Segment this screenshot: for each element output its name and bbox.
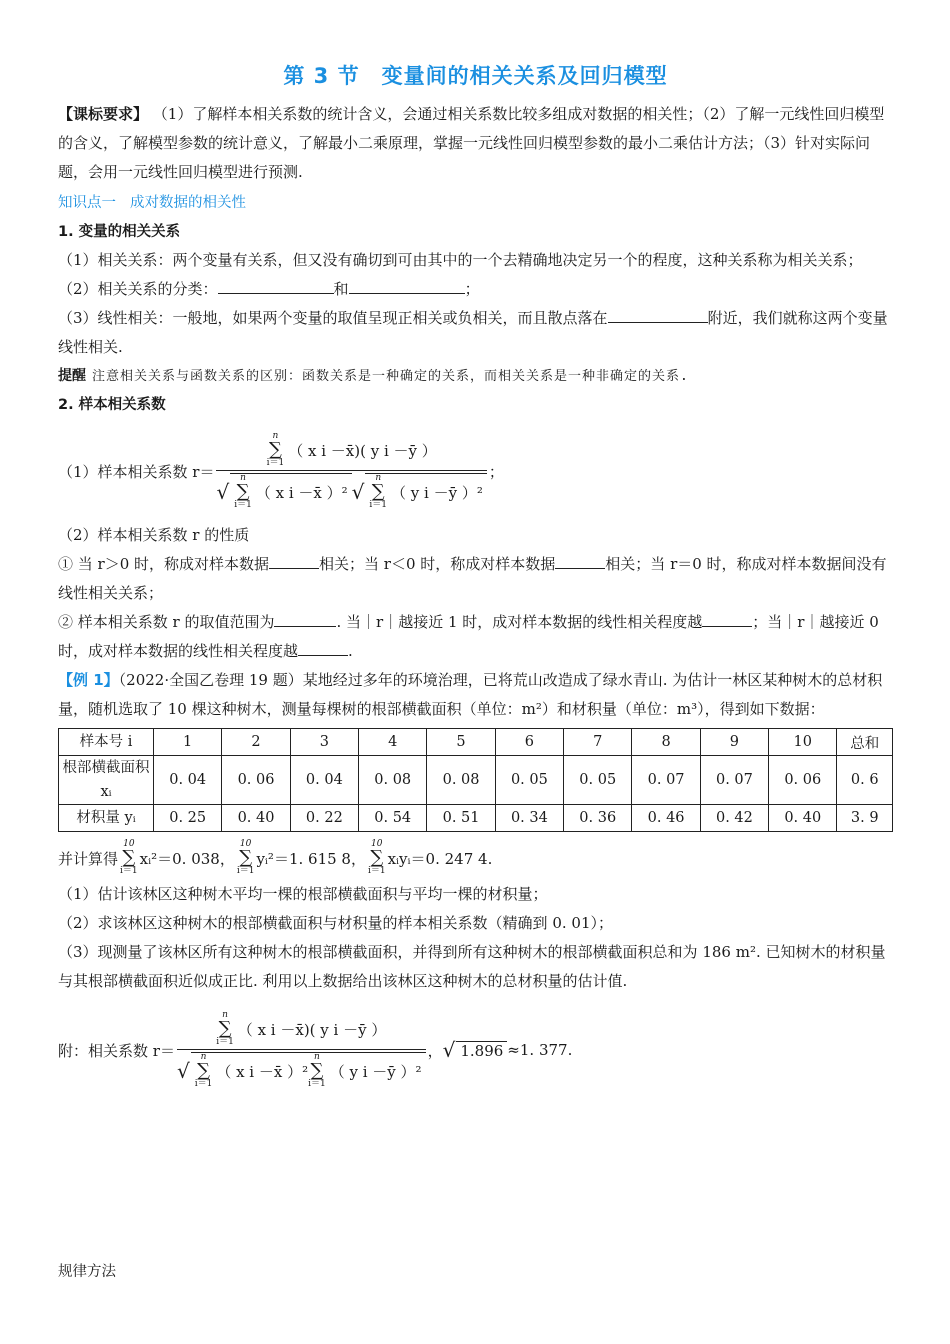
subsection-heading-1: 1. 变量的相关关系 [58,224,181,240]
table-cell: 2 [222,729,290,756]
example-paragraph [58,666,893,724]
table-cell: 9 [700,729,768,756]
table-cell: 0. 22 [290,805,358,832]
knowledge-point-name: 成对数据的相关性 [130,195,246,211]
example-label: 【例 1】 [58,671,119,689]
denominator-y: （ y i －ȳ ）² [329,1062,422,1081]
tip-note [58,362,893,391]
sum-x-squared: xᵢ²＝0. 038， [139,849,235,868]
table-cell: 样本号 i [59,729,154,756]
appendix-separator: ， [427,1041,443,1060]
subsection-heading-2: 2. 样本相关系数 [58,397,166,413]
sigma-symbol: n ∑ i＝1 [369,473,388,510]
table-cell: 0. 40 [222,805,290,832]
denominator-y: （ y i －ȳ ）² [391,483,483,502]
appendix-formula: 附：相关系数 r＝ n ∑ i＝1 （ x i －x̄)( y i －ȳ ） √ n ∑ i＝1 （ x i －x̄ ）² n ∑ i＝1 （ y i －ȳ ）² ， √ 1.896 ≈1. 377. [58,1010,573,1089]
sigma-symbol: n ∑ i＝1 [234,473,252,510]
table-cell: 6 [495,729,563,756]
table-cell: 0. 08 [427,756,495,805]
table-cell: 0. 34 [495,805,563,832]
table-cell: 总和 [837,729,893,756]
table-cell: 3 [290,729,358,756]
sigma-symbol: 10 ∑ i＝1 [236,839,255,876]
table-row [59,756,893,805]
sigma-symbol: n ∑ i＝1 [266,431,285,468]
document-page [58,60,893,1102]
tip-text: 注意相关关系与函数关系的区别：函数关系是一种确定的关系，而相关关系是一种非确定的关系. [92,369,689,384]
example-text: （2022·全国乙卷理 19 题）某地经过多年的环境治理，已将荒山改造成了绿水青山. 为估计一林区某种树木的总材积量，随机选取了 10 棵这种树木，测量每棵树的根部横截面积（单位：m²）和材积量（单位：m³），得到如下数据： [58,671,883,718]
sums-prefix: 并计算得 [58,849,119,868]
formula-label: （1）样本相关系数 r＝ [58,462,215,481]
linear-text-b: 附近，我们就称这两个变量线性相关. [58,309,888,356]
denominator-x: （ x i －x̄ ）² [216,1062,309,1081]
table-cell: 0. 25 [154,805,222,832]
blank-line [298,639,348,656]
sigma-symbol: n ∑ i＝1 [308,1052,326,1089]
table-cell: 7 [564,729,632,756]
table-cell: 8 [632,729,700,756]
table-cell: 10 [769,729,837,756]
question-1: （1）估计该林区这种树木平均一棵的根部横截面积与平均一棵的材积量； [58,885,548,903]
requirements-label: 【课标要求】 [58,105,149,123]
section-name: 变量间的相关关系及回归模型 [381,64,668,88]
numerator-expression: （ x i －x̄)( y i －ȳ ） [237,1020,387,1039]
formula-denominator: √ n ∑ i＝1 （ x i －x̄ ）² √ n ∑ i＝1 （ y i －ȳ ）² [216,471,486,510]
table-cell: 0. 36 [564,805,632,832]
table-cell: 0. 06 [222,756,290,805]
formula-numerator [261,432,443,470]
table-cell: 0. 05 [564,756,632,805]
table-cell: 0. 6 [837,756,893,805]
approx-value: ≈1. 377. [507,1041,573,1059]
classification-end: ； [464,280,480,298]
blank-line [608,306,708,323]
table-cell: 0. 05 [495,756,563,805]
table-cell: 根部横截面积 xᵢ [59,756,154,805]
blank-line [349,277,465,294]
correlation-definition: （1）相关关系：两个变量有关系，但又没有确切到可由其中的一个去精确地决定另一个的程度，这种关系称为相关关系； [58,251,863,269]
linear-correlation [58,304,893,362]
page-title [58,60,893,90]
tip-label: 提醒 [58,368,86,384]
sigma-symbol: n ∑ i＝1 [216,1010,234,1047]
r-property-2: ② 样本相关系数 r 的取值范围为 . 当｜r｜越接近 1 时，成对样本数据的线性相关程度越 ；当｜r｜越接近 0 时，成对样本数据的线性相关程度越 . [58,608,893,666]
table-cell: 5 [427,729,495,756]
table-cell: 材积量 yᵢ [59,805,154,832]
table-cell: 0. 40 [769,805,837,832]
blank-line [555,552,605,569]
sigma-symbol: n ∑ i＝1 [194,1052,213,1089]
table-cell: 0. 06 [769,756,837,805]
numerator-expression: （ x i －x̄)( y i －ȳ ） [288,441,437,460]
table-row [59,805,893,832]
correlation-classification [58,275,893,304]
blank-line [269,552,319,569]
appendix-label: 附：相关系数 r＝ [58,1041,175,1060]
knowledge-point-heading [58,189,893,218]
sigma-symbol: 10 ∑ i＝1 [367,839,386,876]
table-cell: 0. 42 [700,805,768,832]
table-cell: 0. 07 [700,756,768,805]
requirements-text: （1）了解样本相关系数的统计含义，会通过相关系数比较多组成对数据的相关性；（2）了解一元线性回归模型的含义，了解模型参数的统计意义，了解最小二乘原理，掌握一元线性回归模型参数的最小二乘估计方法；（3）针对实际问题，会用一元线性回归模型进行预测. [58,105,885,181]
table-cell: 0. 04 [154,756,222,805]
r-properties-heading: （2）样本相关系数 r 的性质 [58,526,250,544]
table-cell: 4 [359,729,427,756]
computed-sums [58,836,893,880]
blank-line [218,277,334,294]
data-table [58,728,893,832]
formula-end: ； [488,462,504,481]
sigma-symbol: 10 ∑ i＝1 [120,839,138,876]
requirements-paragraph [58,100,893,187]
blank-line [702,610,752,627]
table-cell: 0. 07 [632,756,700,805]
sqrt-value: 1.896 [456,1041,507,1060]
method-heading: 规律方法 [58,1264,116,1280]
table-cell: 3. 9 [837,805,893,832]
blank-line [274,610,336,627]
table-cell: 0. 51 [427,805,495,832]
question-3: （3）现测量了该林区所有这种树木的根部横截面积，并得到所有这种树木的根部横截面积总和为 186 m². 已知树木的材积量与其根部横截面积近似成正比. 利用以上数据给出该林区这种树木的总材积量的估计值. [58,943,886,990]
correlation-formula [58,423,893,519]
table-cell: 0. 04 [290,756,358,805]
section-number: 第 3 节 [283,64,360,88]
question-2: （2）求该林区这种树木的根部横截面积与材积量的样本相关系数（精确到 0. 01）； [58,914,613,932]
sum-xy: xᵢyᵢ＝0. 247 4. [387,849,493,868]
table-cell: 0. 46 [632,805,700,832]
table-header-row [59,729,893,756]
denominator-x: （ x i －x̄ ）² [255,483,348,502]
appendix-fraction: n ∑ i＝1 （ x i －x̄)( y i －ȳ ） √ n ∑ i＝1 （ x i －x̄ ）² n ∑ i＝1 （ y i －ȳ ）² [177,1011,426,1089]
sum-y-squared: yᵢ²＝1. 615 8， [256,849,366,868]
linear-text-a: （3）线性相关：一般地，如果两个变量的取值呈现正相关或负相关，而且散点落在 [58,309,608,327]
classification-text: （2）相关关系的分类： [58,280,218,298]
table-cell: 1 [154,729,222,756]
knowledge-point-label: 知识点一 [58,195,116,211]
table-cell: 0. 08 [359,756,427,805]
table-cell: 0. 54 [359,805,427,832]
formula-fraction [216,432,486,510]
r-property-1: ① 当 r＞0 时，称成对样本数据 相关；当 r＜0 时，称成对样本数据 相关；当 r＝0 时，称成对样本数据间没有线性相关关系； [58,550,893,608]
classification-and: 和 [333,280,349,298]
